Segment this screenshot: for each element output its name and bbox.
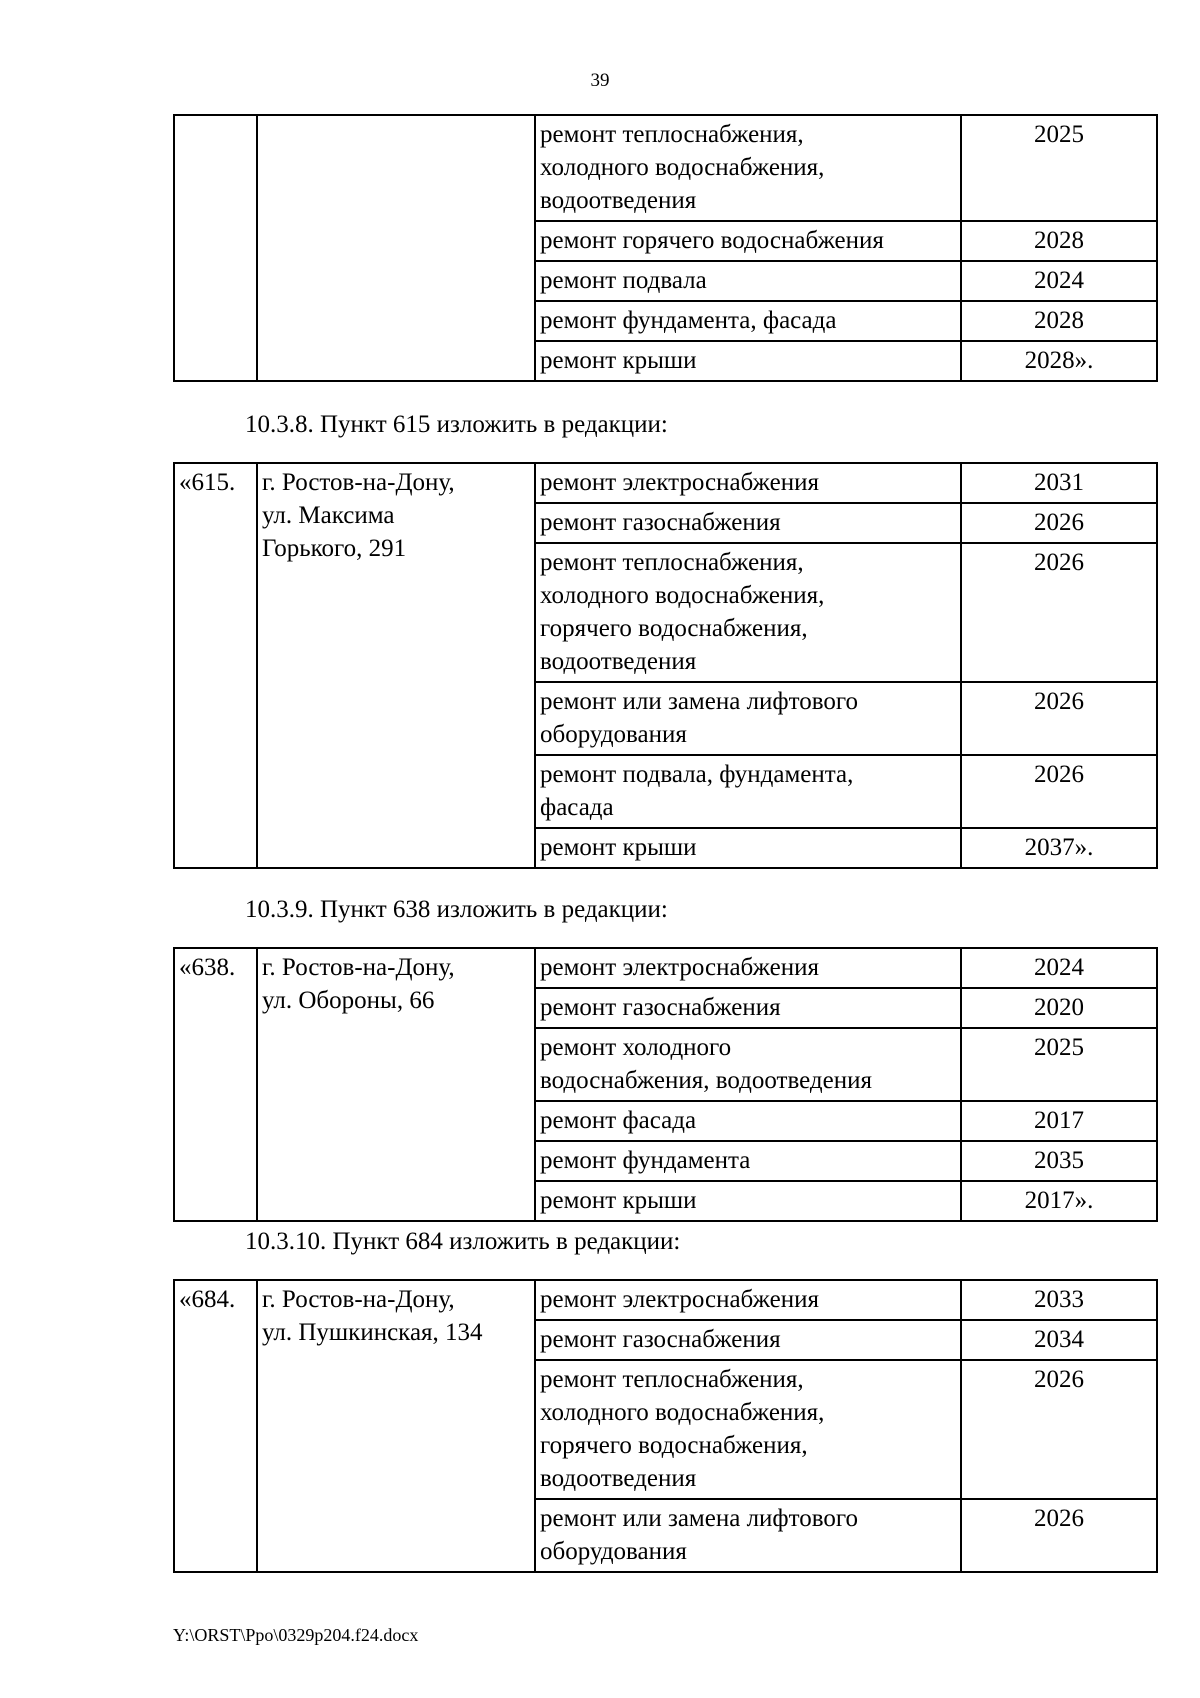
address-line: ул. Максима xyxy=(262,502,395,529)
work-type-line: ремонт крыши xyxy=(540,1187,697,1214)
year-value: 2017 xyxy=(1034,1107,1084,1134)
repair-table-continued xyxy=(173,114,1158,382)
year-cell xyxy=(961,543,1157,682)
year-value: 2035 xyxy=(1034,1147,1084,1174)
repair-table-684 xyxy=(173,1279,1158,1573)
work-type-line: ремонт или замена лифтового xyxy=(540,1505,858,1532)
year-value: 2020 xyxy=(1034,994,1084,1021)
address-cell xyxy=(257,948,535,1221)
year-value: 2031 xyxy=(1034,469,1084,496)
year-cell xyxy=(961,503,1157,543)
work-type-line: ремонт холодного xyxy=(540,1034,732,1061)
item-number-cell xyxy=(174,115,257,381)
address-line: г. Ростов-на-Дону, xyxy=(262,1286,455,1313)
address-line: г. Ростов-на-Дону, xyxy=(262,469,455,496)
work-type-line: холодного водоснабжения, xyxy=(540,154,825,181)
file-path-footer: Y:\ORST\Ppo\0329p204.f24.docx xyxy=(173,1625,419,1645)
work-type-cell xyxy=(535,948,961,988)
year-cell xyxy=(961,1360,1157,1499)
paragraph-item-638: 10.3.9. Пункт 638 изложить в редакции: xyxy=(245,896,668,923)
year-cell xyxy=(961,755,1157,828)
year-cell xyxy=(961,1320,1157,1360)
year-value: 2026 xyxy=(1034,688,1084,715)
year-cell xyxy=(961,1101,1157,1141)
work-type-line: ремонт газоснабжения xyxy=(540,509,781,536)
work-type-cell xyxy=(535,1320,961,1360)
year-value: 2026 xyxy=(1034,509,1084,536)
work-type-cell xyxy=(535,1141,961,1181)
work-type-line: ремонт подвала, фундамента, xyxy=(540,761,854,788)
year-value: 2026 xyxy=(1034,549,1084,576)
work-type-line: ремонт или замена лифтового xyxy=(540,688,858,715)
table-row xyxy=(174,463,1157,503)
address-line: г. Ростов-на-Дону, xyxy=(262,954,455,981)
year-value: 2028». xyxy=(1024,347,1094,374)
item-number-cell xyxy=(174,463,257,868)
year-cell xyxy=(961,1499,1157,1572)
work-type-cell xyxy=(535,543,961,682)
work-type-line: оборудования xyxy=(540,1538,687,1565)
work-type-line: водоснабжения, водоотведения xyxy=(540,1067,872,1094)
year-cell xyxy=(961,115,1157,221)
work-type-cell xyxy=(535,1101,961,1141)
work-type-line: водоотведения xyxy=(540,1465,697,1492)
year-cell xyxy=(961,301,1157,341)
year-cell xyxy=(961,1141,1157,1181)
address-cell xyxy=(257,463,535,868)
work-type-cell xyxy=(535,1280,961,1320)
page-number: 39 xyxy=(590,70,610,91)
year-value: 2017». xyxy=(1024,1187,1094,1214)
year-cell xyxy=(961,1280,1157,1320)
address-line: Горького, 291 xyxy=(262,535,407,562)
year-value: 2025 xyxy=(1034,1034,1084,1061)
work-type-line: ремонт крыши xyxy=(540,834,697,861)
work-type-cell xyxy=(535,261,961,301)
year-cell xyxy=(961,682,1157,755)
work-type-line: ремонт газоснабжения xyxy=(540,994,781,1021)
work-type-line: водоотведения xyxy=(540,648,697,675)
year-value: 2026 xyxy=(1034,1366,1084,1393)
work-type-line: ремонт электроснабжения xyxy=(540,954,819,981)
year-cell xyxy=(961,988,1157,1028)
item-number: «638. xyxy=(179,954,236,981)
work-type-line: фасада xyxy=(540,794,614,821)
repair-table-615 xyxy=(173,462,1158,869)
year-value: 2034 xyxy=(1034,1326,1084,1353)
work-type-cell xyxy=(535,463,961,503)
work-type-line: ремонт теплоснабжения, xyxy=(540,1366,804,1393)
address-cell xyxy=(257,115,535,381)
work-type-cell xyxy=(535,1360,961,1499)
year-cell xyxy=(961,1181,1157,1221)
work-type-cell xyxy=(535,1028,961,1101)
year-cell xyxy=(961,221,1157,261)
work-type-line: горячего водоснабжения, xyxy=(540,1432,808,1459)
work-type-cell xyxy=(535,301,961,341)
work-type-line: холодного водоснабжения, xyxy=(540,582,825,609)
work-type-line: ремонт подвала xyxy=(540,267,707,294)
year-value: 2033 xyxy=(1034,1286,1084,1313)
year-cell xyxy=(961,1028,1157,1101)
work-type-cell xyxy=(535,221,961,261)
paragraph-item-684: 10.3.10. Пункт 684 изложить в редакции: xyxy=(245,1228,681,1255)
year-value: 2024 xyxy=(1034,954,1084,981)
year-cell xyxy=(961,828,1157,868)
year-value: 2037». xyxy=(1024,834,1094,861)
address-line: ул. Пушкинская, 134 xyxy=(262,1319,483,1346)
year-value: 2024 xyxy=(1034,267,1084,294)
year-value: 2025 xyxy=(1034,121,1084,148)
work-type-line: ремонт крыши xyxy=(540,347,697,374)
work-type-cell xyxy=(535,341,961,381)
work-type-line: ремонт теплоснабжения, xyxy=(540,121,804,148)
year-cell xyxy=(961,948,1157,988)
work-type-line: горячего водоснабжения, xyxy=(540,615,808,642)
item-number-cell xyxy=(174,1280,257,1572)
address-cell xyxy=(257,1280,535,1572)
item-number: «615. xyxy=(179,469,236,496)
work-type-line: ремонт фундамента, фасада xyxy=(540,307,837,334)
work-type-cell xyxy=(535,828,961,868)
work-type-cell xyxy=(535,988,961,1028)
year-value: 2026 xyxy=(1034,1505,1084,1532)
table-row xyxy=(174,115,1157,221)
work-type-line: ремонт газоснабжения xyxy=(540,1326,781,1353)
year-value: 2026 xyxy=(1034,761,1084,788)
work-type-cell xyxy=(535,755,961,828)
table-row xyxy=(174,1280,1157,1320)
work-type-line: ремонт фундамента xyxy=(540,1147,751,1174)
year-value: 2028 xyxy=(1034,227,1084,254)
year-cell xyxy=(961,341,1157,381)
work-type-cell xyxy=(535,115,961,221)
work-type-cell xyxy=(535,682,961,755)
item-number-cell xyxy=(174,948,257,1221)
address-line: ул. Обороны, 66 xyxy=(262,987,435,1014)
work-type-line: ремонт фасада xyxy=(540,1107,697,1134)
work-type-line: водоотведения xyxy=(540,187,697,214)
work-type-cell xyxy=(535,1181,961,1221)
repair-table-638 xyxy=(173,947,1158,1222)
year-cell xyxy=(961,463,1157,503)
work-type-line: ремонт электроснабжения xyxy=(540,469,819,496)
work-type-line: ремонт электроснабжения xyxy=(540,1286,819,1313)
work-type-line: холодного водоснабжения, xyxy=(540,1399,825,1426)
table-row xyxy=(174,948,1157,988)
year-value: 2028 xyxy=(1034,307,1084,334)
work-type-line: ремонт горячего водоснабжения xyxy=(540,227,884,254)
work-type-cell xyxy=(535,1499,961,1572)
work-type-line: оборудования xyxy=(540,721,687,748)
year-cell xyxy=(961,261,1157,301)
item-number: «684. xyxy=(179,1286,236,1313)
work-type-cell xyxy=(535,503,961,543)
paragraph-item-615: 10.3.8. Пункт 615 изложить в редакции: xyxy=(245,411,668,438)
work-type-line: ремонт теплоснабжения, xyxy=(540,549,804,576)
